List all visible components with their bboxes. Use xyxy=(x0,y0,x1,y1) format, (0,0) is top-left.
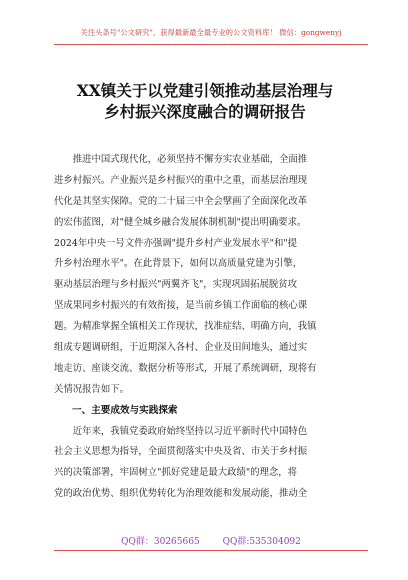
paragraph-line: 2024年中央一号文件亦强调"提升乡村产业发展水平"和"提 xyxy=(54,237,298,249)
title-line-2: 乡村振兴深度融合的调研报告 xyxy=(104,102,306,121)
section-heading: 一、主要成效与实践探索 xyxy=(72,404,178,416)
document-body xyxy=(54,150,366,505)
paragraph-line: 驱动基层治理与乡村振兴"两翼齐飞"，实现巩固拓展脱贫攻 xyxy=(54,279,298,291)
paragraph-line: 题。为精准掌握全镇相关工作现状，找准症结、明确方向，我镇 xyxy=(54,321,317,333)
footer-contact xyxy=(54,534,368,548)
paragraph-line: 社会主义思想为指导，全面贯彻落实中央及省、市关于乡村振 xyxy=(54,446,308,458)
footer-qq-group-1: QQ群：30265665 xyxy=(121,537,200,547)
document-title xyxy=(40,80,370,122)
paragraph-line: 坚成果同乡村振兴的有效衔接，是当前乡镇工作面临的核心课 xyxy=(54,300,308,312)
paragraph-line: 推进中国式现代化，必须坚持不懈夯实农业基础，全面推 xyxy=(54,154,308,165)
paragraph-line: 进乡村振兴。产业振兴是乡村振兴的重中之重，而基层治理现 xyxy=(54,174,308,186)
paragraph-line: 党的政治优势、组织优势转化为治理效能和发展动能，推动全 xyxy=(54,488,308,500)
paragraph-line: 代化是其坚实保障。党的二十届三中全会擘画了全面深化改革 xyxy=(54,195,308,207)
header-divider xyxy=(54,44,368,45)
paragraph-line: 的宏伟蓝图，对"健全城乡融合发展体制机制"提出明确要求。 xyxy=(54,216,307,228)
footer-divider xyxy=(54,550,368,551)
paragraph-line: 关情况报告如下。 xyxy=(54,383,130,395)
paragraph-line: 组成专题调研组，于近期深入各村、企业及田间地头，通过实 xyxy=(54,342,308,354)
section-paragraph xyxy=(54,422,366,506)
paragraph-line: 近年来，我镇党委政府始终坚持以习近平新时代中国特色 xyxy=(54,425,308,437)
header-banner: 关注头条号"公文研究"，获得最新最全最专业的公文资料库！ 微信：gongwenyj xyxy=(80,28,342,37)
intro-paragraph xyxy=(54,150,366,401)
paragraph-line: 兴的决策部署，牢固树立"抓好党建是最大政绩"的理念，将 xyxy=(54,467,298,479)
paragraph-line: 升乡村治理水平"。在此背景下，如何以高质量党建为引擎， xyxy=(54,258,303,270)
paragraph-line: 地走访、座谈交流、数据分析等形式，开展了系统调研，现将有 xyxy=(54,362,317,374)
title-line-1: XX镇关于以党建引领推动基层治理与 xyxy=(76,81,334,100)
footer-qq-group-2: QQ群:535304092 xyxy=(222,537,301,547)
